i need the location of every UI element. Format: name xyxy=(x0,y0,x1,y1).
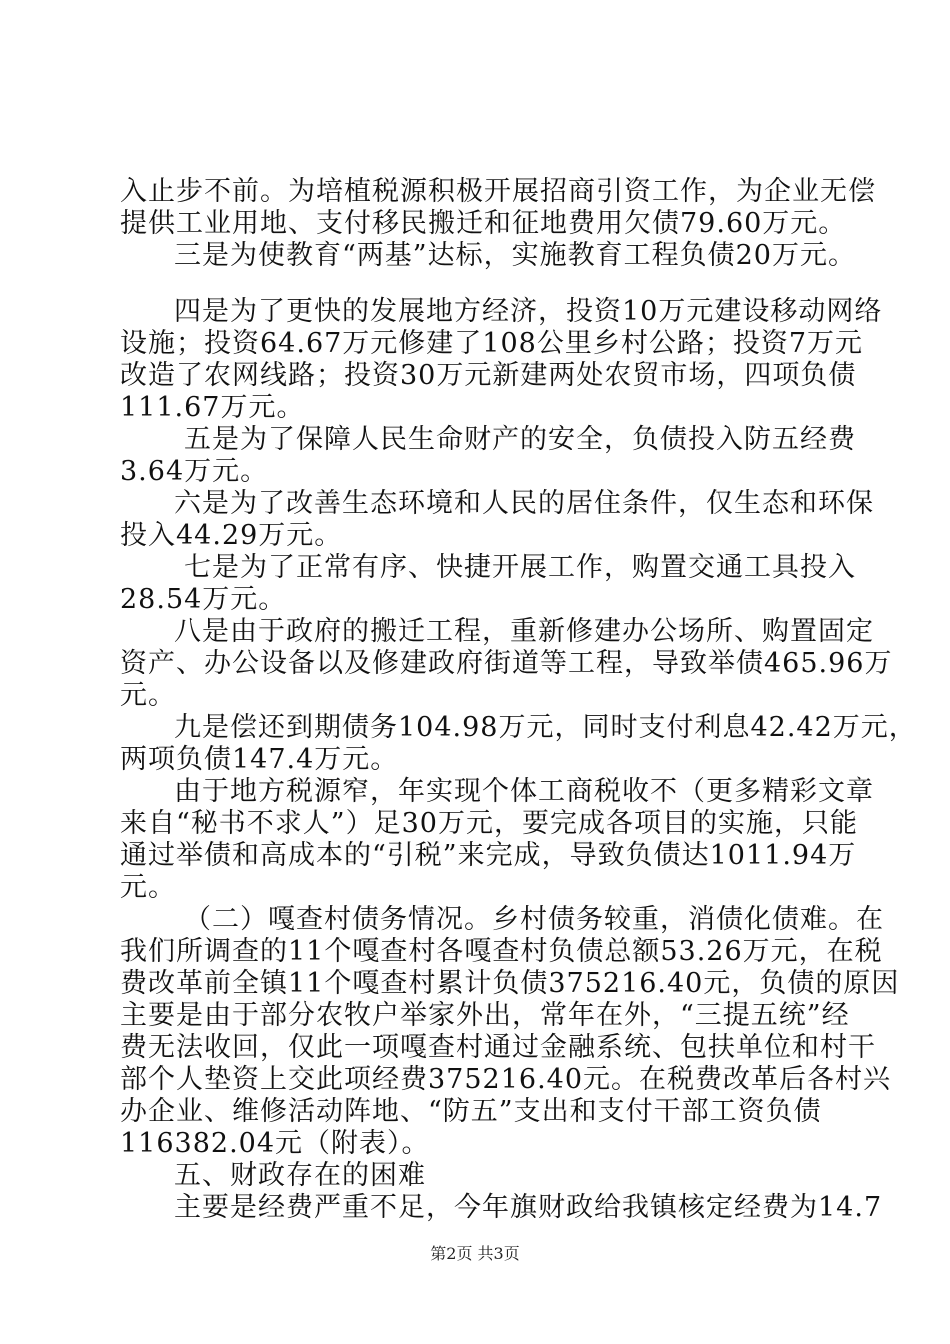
text-line: 提供工业用地、支付移民搬迁和征地费用欠债79.60万元。 xyxy=(120,208,847,239)
text-line: 费无法收回，仅此一项嘎查村通过金融系统、包扶单位和村干 xyxy=(120,1032,876,1063)
text-line: 116382.04元（附表）。 xyxy=(120,1128,430,1159)
text-line: 六是为了改善生态环境和人民的居住条件，仅生态和环保 xyxy=(174,488,874,519)
text-line: 五是为了保障人民生命财产的安全，负债投入防五经费 xyxy=(184,424,856,455)
text-line: 111.67万元。 xyxy=(120,392,305,423)
text-line: 部个人垫资上交此项经费375216.40元。在税费改革后各村兴 xyxy=(120,1064,892,1095)
text-line: 入止步不前。为培植税源积极开展招商引资工作，为企业无偿 xyxy=(120,176,876,207)
text-line: 28.54万元。 xyxy=(120,584,287,615)
text-line: 由于地方税源窄，年实现个体工商税收不（更多精彩文章 xyxy=(174,776,874,807)
text-line: 来自“秘书不求人”）足30万元，要完成各项目的实施，只能 xyxy=(120,808,858,839)
text-line: 我们所调查的11个嘎查村各嘎查村负债总额53.26万元，在税 xyxy=(120,936,883,967)
text-line: 资产、办公设备以及修建政府街道等工程，导致举债465.96万 xyxy=(120,648,893,679)
text-line: 通过举债和高成本的“引税”来完成，导致负债达1011.94万 xyxy=(120,840,857,871)
text-line: 三是为使教育“两基”达标，实施教育工程负债20万元。 xyxy=(174,240,856,271)
text-line: 投入44.29万元。 xyxy=(120,520,343,551)
text-line: 改造了农网线路；投资30万元新建两处农贸市场，四项负债 xyxy=(120,360,857,391)
section-heading: 五、财政存在的困难 xyxy=(174,1160,426,1191)
text-line: 元。 xyxy=(120,680,176,711)
text-line: 八是由于政府的搬迁工程，重新修建办公场所、购置固定 xyxy=(174,616,874,647)
text-line: 主要是经费严重不足，今年旗财政给我镇核定经费为14.7 xyxy=(174,1192,883,1223)
text-line: 九是偿还到期债务104.98万元，同时支付利息42.42万元， xyxy=(174,712,917,743)
text-line: 元。 xyxy=(120,872,176,903)
text-line: 两项负债147.4万元。 xyxy=(120,744,399,775)
text-line: 七是为了正常有序、快捷开展工作，购置交通工具投入 xyxy=(184,552,856,583)
text-line: 四是为了更快的发展地方经济，投资10万元建设移动网络 xyxy=(174,296,883,327)
text-line: 费改革前全镇11个嘎查村累计负债375216.40元，负债的原因 xyxy=(120,968,900,999)
text-line: 主要是由于部分农牧户举家外出，常年在外，“三提五统”经 xyxy=(120,1000,850,1031)
text-line: （二）嘎查村债务情况。乡村债务较重，消债化债难。在 xyxy=(184,904,884,935)
page-number-footer: 第2页 共3页 xyxy=(430,1244,520,1263)
text-line: 设施；投资64.67万元修建了108公里乡村公路；投资7万元 xyxy=(120,328,864,359)
text-line: 办企业、维修活动阵地、“防五”支出和支付干部工资负债 xyxy=(120,1096,822,1127)
text-line: 3.64万元。 xyxy=(120,456,269,487)
